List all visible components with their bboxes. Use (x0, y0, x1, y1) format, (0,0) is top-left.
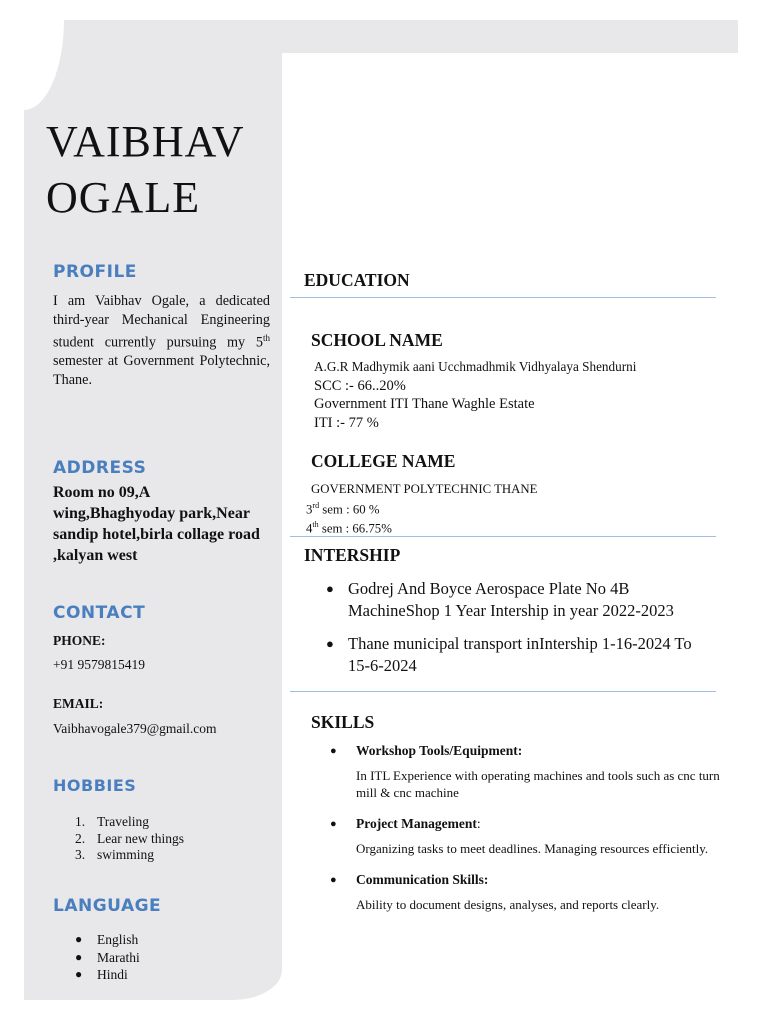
college-heading: COLLEGE NAME (311, 451, 456, 471)
language-heading: LANGUAGE (53, 896, 162, 916)
hobby-text: Lear new things (97, 830, 184, 846)
divider (290, 297, 716, 298)
skills-heading: SKILLS (311, 712, 375, 732)
sem3-text: sem : 60 % (319, 501, 380, 516)
sem4-text: sem : 66.75% (318, 521, 392, 536)
skill-description: In ITL Experience with operating machines and tools such as cnc turn mill & cnc machine (356, 768, 720, 800)
list-item (330, 871, 725, 913)
school-heading: SCHOOL NAME (311, 330, 443, 350)
language-text: Hindi (97, 967, 128, 982)
education-heading: EDUCATION (304, 270, 410, 290)
bullet-icon: ● (330, 745, 337, 757)
divider (290, 691, 716, 692)
sem4-sup: th (312, 520, 319, 530)
skill-title: Communication Skills: (356, 872, 489, 887)
divider (290, 536, 716, 537)
skills-list (330, 742, 725, 927)
language-text: Marathi (97, 949, 140, 965)
profile-heading: PROFILE (53, 262, 137, 282)
list-item: 2. Lear new things (75, 830, 184, 846)
bullet-icon: ● (326, 636, 334, 651)
skill-title: Project Management (356, 816, 477, 831)
name-last: OGALE (46, 173, 201, 222)
phone-value[interactable]: +91 9579815419 (53, 657, 145, 672)
hobbies-list (75, 814, 184, 864)
email-label: EMAIL: (53, 696, 104, 711)
hobby-text: swimming (97, 847, 155, 862)
list-item (75, 949, 140, 967)
sem4-line (306, 517, 537, 537)
list-item (326, 633, 716, 676)
phone-label: PHONE: (53, 633, 106, 648)
hobbies-heading: HOBBIES (53, 776, 137, 795)
internship-text: Godrej And Boyce Aerospace Plate No 4B MachineShop 1 Year Intership in year 2022-2023 (348, 579, 674, 620)
bullet-icon: ● (75, 949, 83, 964)
bullet-icon: ● (330, 874, 337, 886)
list-item: 1. Traveling (75, 814, 150, 829)
internship-text: Thane municipal transport inIntership 1-16-2024 To 15-6-2024 (348, 634, 692, 675)
sem4-number: 4 (306, 521, 313, 536)
language-list (75, 931, 140, 984)
bullet-icon: ● (326, 581, 334, 596)
internship-heading: INTERSHIP (304, 545, 401, 565)
email-value[interactable]: Vaibhavogale379@gmail.com (53, 721, 217, 736)
list-item (330, 742, 725, 801)
name-first: VAIBHAV (46, 117, 245, 166)
profile-text-part1: I am Vaibhav Ogale, a dedicated third-year Mechanical Engineering student currently pursuing my 5 (53, 293, 270, 351)
list-item (326, 578, 716, 621)
school-line: ITI :- 77 % (314, 414, 379, 431)
bullet-icon: ● (75, 932, 83, 946)
profile-text-sup: th (262, 333, 270, 343)
school-line: A.G.R Madhymik aani Ucchmadhmik Vidhyalaya Shendurni (314, 359, 637, 374)
address-text: Room no 09,A wing,Bhaghyoday park,Near sandip hotel,birla collage road ,kalyan west (53, 484, 260, 564)
skill-description: Ability to document designs, analyses, and reports clearly. (356, 897, 660, 912)
profile-text-part2: semester at Government Polytechnic, Thane. (53, 353, 270, 388)
list-item (75, 966, 140, 984)
internship-list (326, 578, 716, 688)
school-line: SCC :- 66..20% (314, 377, 406, 394)
skill-title: Workshop Tools/Equipment: (356, 743, 523, 758)
skill-description: Organizing tasks to meet deadlines. Managing resources efficiently. (356, 841, 709, 856)
bullet-icon: ● (330, 818, 337, 830)
skill-title-suffix: : (476, 816, 481, 831)
sem3-number: 3 (306, 501, 313, 516)
address-heading: ADDRESS (53, 458, 147, 478)
sem3-sup: rd (312, 500, 320, 510)
list-item (330, 815, 725, 857)
bullet-icon: ● (75, 967, 83, 981)
hobby-text: Traveling (97, 814, 150, 829)
list-item: 3. swimming (75, 847, 155, 862)
list-item (75, 931, 140, 949)
sem3-line (306, 498, 537, 518)
language-text: English (97, 932, 139, 947)
contact-heading: CONTACT (53, 603, 146, 623)
main-panel-corner (282, 53, 362, 173)
school-details (314, 358, 636, 432)
profile-text (53, 292, 270, 389)
school-line: Government ITI Thane Waghle Estate (314, 396, 535, 412)
college-name: GOVERNMENT POLYTECHNIC THANE (311, 482, 538, 496)
college-details (306, 481, 537, 537)
